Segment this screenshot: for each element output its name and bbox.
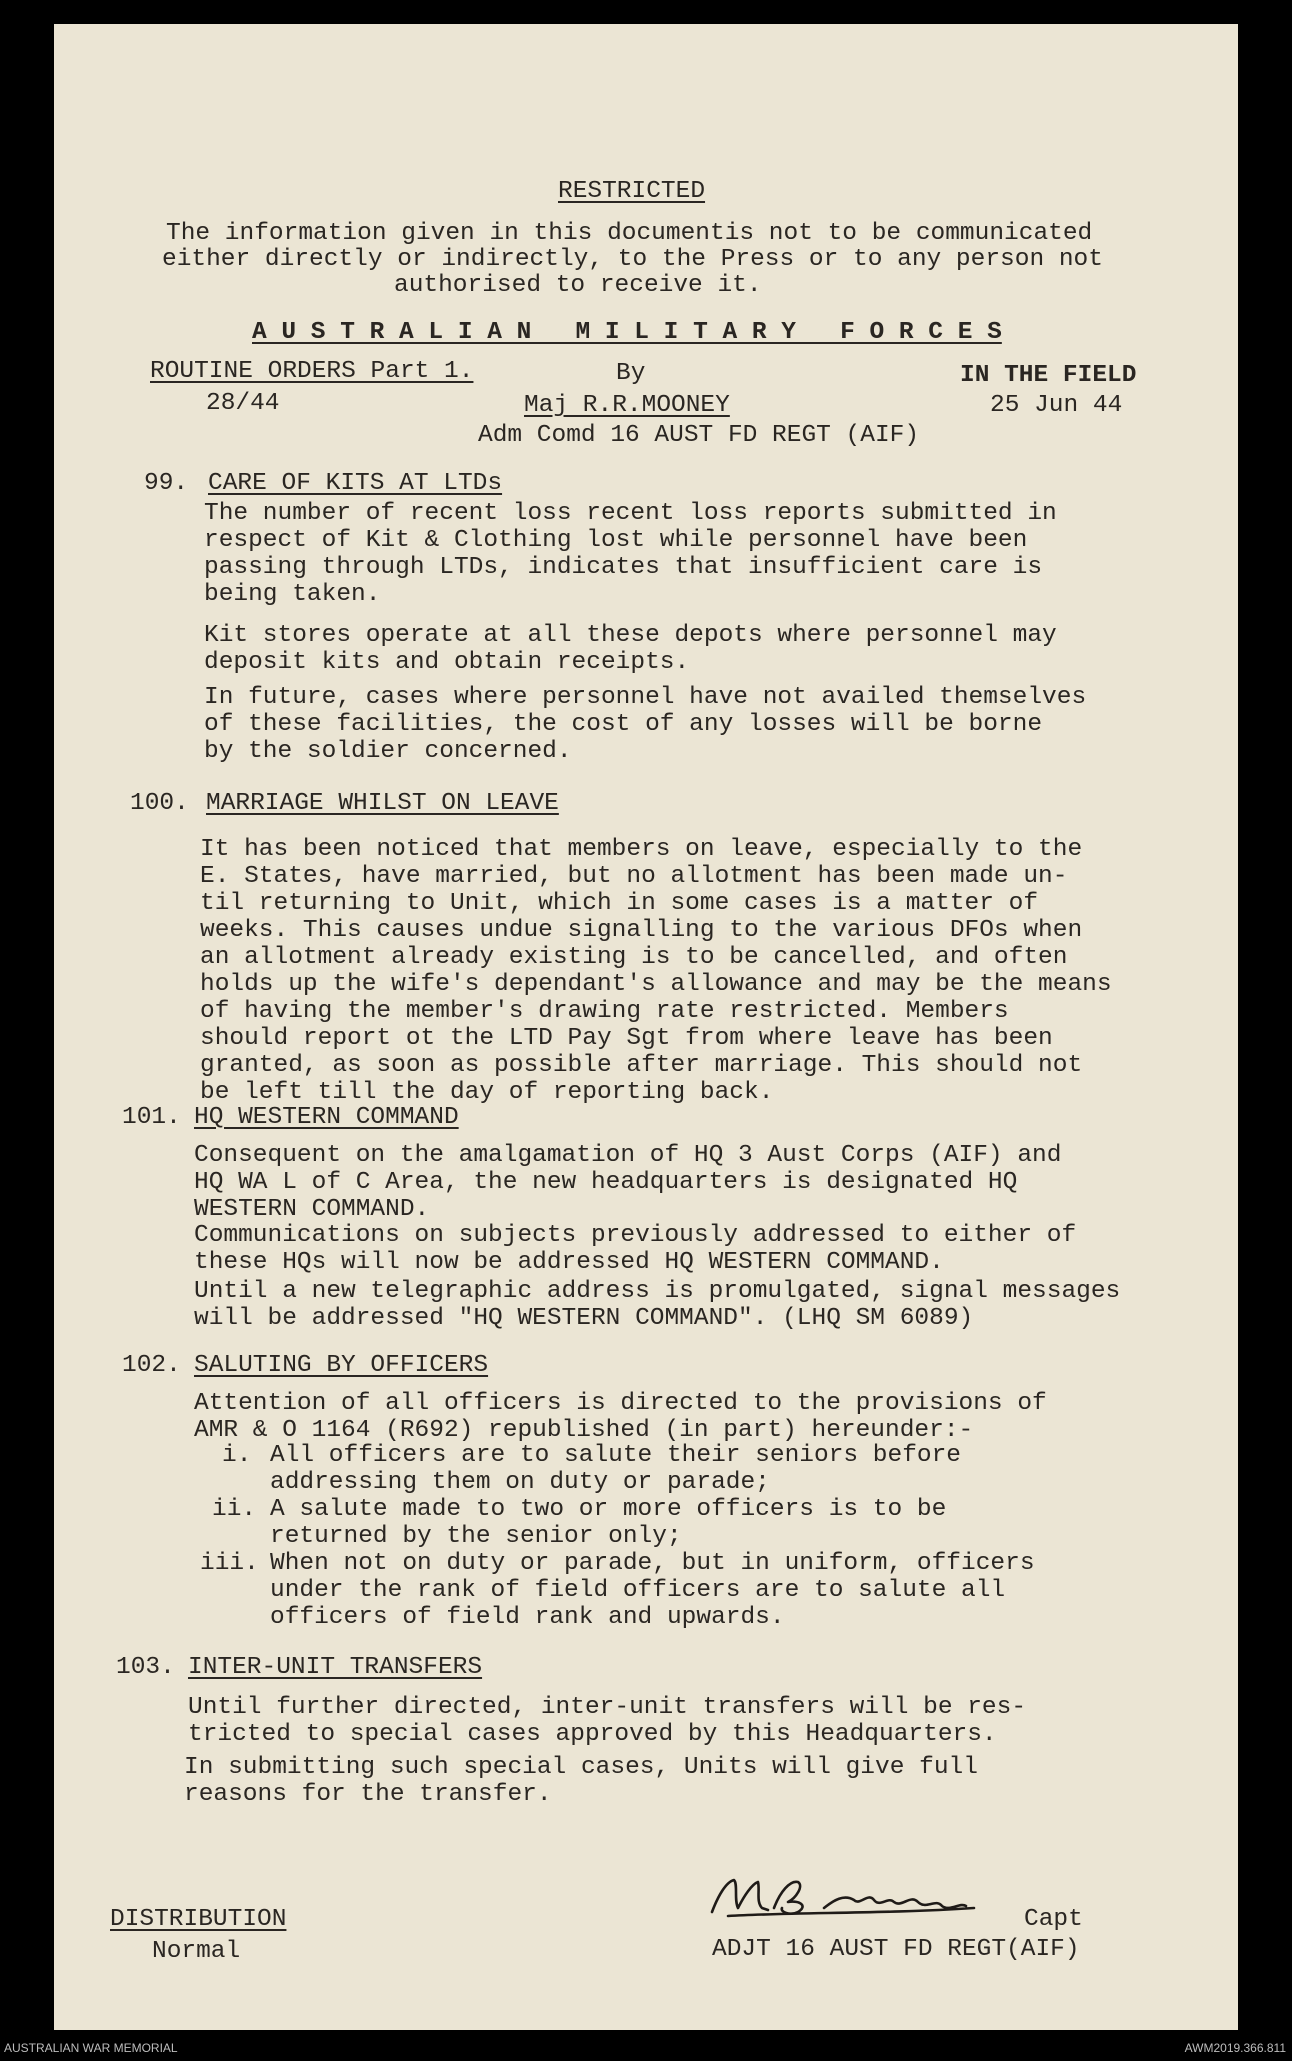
order-101-para-2: Communications on subjects previously addressed to either of these HQs will now be addressed HQ WESTERN COMMAND. — [194, 1222, 1077, 1276]
order-103-number: 103. — [116, 1654, 175, 1681]
order-101-para-1: Consequent on the amalgamation of HQ 3 Aust Corps (AIF) and HQ WA L of C Area, the new headquarters is designated HQ WESTERN COMMAND. — [194, 1142, 1062, 1223]
order-99-para-1: The number of recent loss recent loss reports submitted in respect of Kit & Clothing lost while personnel have been passing through LTDs, indicates that insufficient care is being taken. — [204, 500, 1057, 608]
order-102-number: 102. — [122, 1352, 181, 1379]
archive-caption-left: AUSTRALIAN WAR MEMORIAL — [4, 2041, 178, 2055]
order-102-item-3-num: iii. — [200, 1550, 259, 1577]
order-99-para-3: In future, cases where personnel have not availed themselves of these facilities, the cost of any losses will be borne by the soldier concerned. — [204, 684, 1087, 765]
order-date: 25 Jun 44 — [990, 392, 1123, 419]
handwritten-signature — [704, 1872, 1024, 1922]
signature-rank: Capt — [1024, 1906, 1083, 1933]
order-102-title: SALUTING BY OFFICERS — [194, 1352, 489, 1379]
by-label: By — [616, 360, 646, 387]
order-101-title: HQ WESTERN COMMAND — [194, 1104, 459, 1131]
order-102-item-1-num: i. — [222, 1442, 252, 1469]
order-101-para-3: Until a new telegraphic address is promulgated, signal messages will be addressed "HQ WESTERN COMMAND". (LHQ SM 6089) — [194, 1278, 1121, 1332]
order-102-item-2-num: ii. — [212, 1496, 257, 1523]
order-number: 28/44 — [206, 390, 280, 417]
order-100-number: 100. — [130, 790, 189, 817]
order-101-number: 101. — [122, 1104, 181, 1131]
order-99-number: 99. — [144, 470, 189, 497]
order-103-title: INTER-UNIT TRANSFERS — [188, 1654, 483, 1681]
order-102-item-2-text: A salute made to two or more officers is to be returned by the senior only; — [270, 1496, 947, 1550]
distribution-label: DISTRIBUTION — [110, 1906, 287, 1933]
notice-line-1: The information given in this documentis not to be communicated — [166, 220, 1093, 247]
signature-title: ADJT 16 AUST FD REGT(AIF) — [712, 1936, 1080, 1963]
order-100-title: MARRIAGE WHILST ON LEAVE — [206, 790, 559, 817]
notice-line-2: either directly or indirectly, to the Press or to any person not — [162, 246, 1103, 273]
order-103-para-2: In submitting such special cases, Units will give full reasons for the transfer. — [184, 1754, 978, 1808]
notice-line-3: authorised to receive it. — [394, 272, 762, 299]
order-102-item-3-text: When not on duty or parade, but in uniform, officers under the rank of field officers are to salute all officers of field rank and upwards. — [270, 1550, 1035, 1631]
order-102-item-1-text: All officers are to salute their seniors before addressing them on duty or parade; — [270, 1442, 962, 1496]
order-102-para-1: Attention of all officers is directed to the provisions of AMR & O 1164 (R692) republished (in part) hereunder:- — [194, 1390, 1047, 1444]
issuing-command: Adm Comd 16 AUST FD REGT (AIF) — [478, 422, 920, 449]
issuing-officer: Maj R.R.MOONEY — [524, 392, 730, 419]
order-99-para-2: Kit stores operate at all these depots where personnel may deposit kits and obtain receipts. — [204, 622, 1057, 676]
archive-caption-right: AWM2019.366.811 — [1184, 2041, 1286, 2055]
location: IN THE FIELD — [960, 362, 1137, 389]
force-heading: A U S T R A L I A N M I L I T A R Y F O R C E S — [252, 319, 1002, 346]
distribution-value: Normal — [152, 1938, 241, 1965]
order-99-title: CARE OF KITS AT LTDs — [208, 470, 503, 497]
restricted-heading: RESTRICTED — [558, 178, 706, 205]
order-100-para-1: It has been noticed that members on leave, especially to the E. States, have married, but no allotment has been made un- til returning to Unit, which in some cases is a matter of weeks. This causes undue signalling to the various DFOs when an allotment already existing is to be cancelled, and often holds up the wife's dependant's allowance and may be the means of having the member's drawing rate restricted. Members should report ot the LTD Pay Sgt from where leave has been granted, as soon as possible after marriage. This should not be left till the day of reporting back. — [200, 836, 1112, 1106]
routine-orders-label: ROUTINE ORDERS Part 1. — [150, 358, 474, 385]
document-page — [54, 24, 1238, 2030]
order-103-para-1: Until further directed, inter-unit transfers will be res- tricted to special cases approved by this Headquarters. — [188, 1694, 1027, 1748]
